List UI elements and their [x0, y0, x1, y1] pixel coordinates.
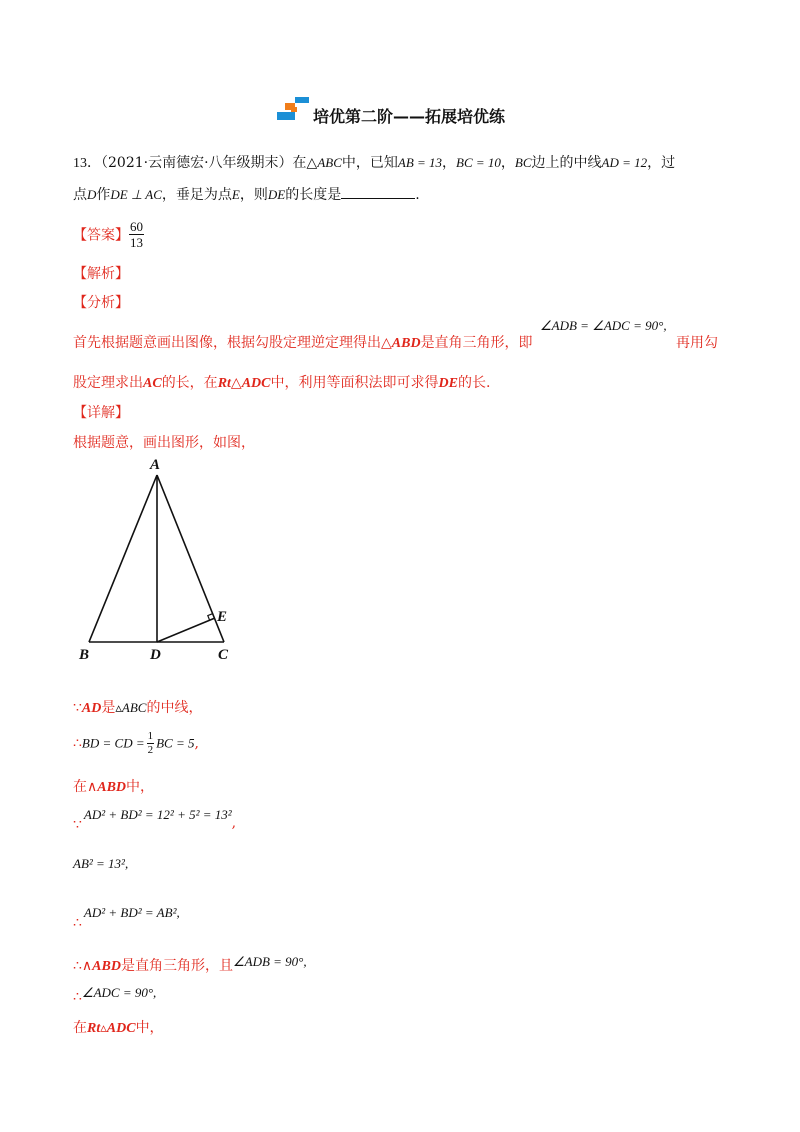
- fenxi-label: 【分析】: [73, 295, 129, 311]
- analysis-text: 的长.: [457, 375, 491, 391]
- q-text: 的长度是: [285, 187, 342, 203]
- math-ad: AD: [81, 701, 102, 716]
- math-angle-adc: ∠ADC = 90°,: [81, 985, 157, 1000]
- math-abc: ABC: [317, 155, 342, 170]
- answer-blank: [341, 186, 415, 199]
- therefore-symbol: ∴: [73, 958, 82, 974]
- detail-text: 的中线，: [146, 700, 203, 716]
- section-title: 培优第二阶——拓展培优练: [313, 107, 506, 126]
- segment-de: [157, 618, 215, 642]
- math-rt: Rt: [87, 1021, 101, 1036]
- analysis-text: 股定理求出: [73, 375, 143, 391]
- q-text: 中，已知: [341, 155, 398, 171]
- detail-text: 是直角三角形，且: [120, 958, 233, 974]
- step-3: [73, 776, 154, 796]
- detail-intro: 根据题意，画出图形，如图，: [73, 435, 255, 451]
- math-sum-equals: AD² + BD² = AB²,: [83, 905, 180, 920]
- step-8: [73, 985, 157, 1005]
- half-denominator: 2: [147, 744, 154, 756]
- label-c: C: [218, 647, 229, 663]
- step-7: [73, 955, 307, 975]
- analysis-text: 的长，在: [161, 375, 218, 391]
- step-5: AB² = 13²,: [73, 856, 129, 871]
- step-2: [73, 731, 199, 756]
- answer-label: 【答案】: [73, 227, 129, 244]
- q-text: .: [415, 187, 420, 203]
- triangle-symbol: ∧: [87, 779, 98, 795]
- math-e: E: [231, 187, 240, 202]
- detail-text: ,: [194, 735, 199, 752]
- answer-fraction: [129, 220, 144, 249]
- math-bd-cd: BD = CD =: [81, 735, 145, 751]
- question-line-2: [73, 184, 420, 204]
- math-ab-13: AB = 13: [397, 155, 443, 170]
- detail-text: 中，: [126, 779, 155, 795]
- math-rt: Rt: [217, 376, 231, 391]
- q-text: 边上的中线: [531, 155, 602, 171]
- detail-text: 是: [101, 700, 116, 716]
- analysis-line-1: [73, 332, 533, 352]
- math-abd: ABD: [92, 959, 121, 974]
- triangle-symbol: ∧: [81, 958, 93, 974]
- therefore-symbol: ∴: [73, 989, 82, 1005]
- triangle-symbol: ▵: [115, 701, 122, 716]
- triangle-symbol: △: [230, 375, 242, 391]
- detail-text: 中，: [135, 1020, 164, 1036]
- math-de-perp-ac: DE ⊥ AC: [110, 187, 162, 202]
- question-number: 13．: [73, 156, 101, 171]
- triangle-symbol: ▵: [100, 1021, 107, 1036]
- math-bc-5: BC = 5: [156, 735, 195, 751]
- math-adc: ADC: [106, 1021, 136, 1036]
- answer-row: [73, 220, 144, 249]
- question-line-1: [73, 152, 675, 172]
- step-4: [73, 807, 237, 833]
- because-symbol: ∵: [73, 817, 82, 833]
- math-de: DE: [267, 187, 286, 202]
- label-b: B: [79, 647, 90, 663]
- side-ac: [157, 475, 224, 642]
- analysis-line-2: [73, 372, 490, 392]
- xiangjie-label: 【详解】: [73, 405, 129, 421]
- jiexi-label: 【解析】: [73, 266, 129, 282]
- analysis-text: 是直角三角形，即: [420, 335, 533, 351]
- math-adc: ADC: [241, 376, 271, 391]
- q-text: ，: [500, 155, 515, 171]
- step-1: [73, 697, 202, 717]
- step-6: [73, 905, 180, 931]
- math-angle-adb: ∠ADB = 90°,: [232, 954, 307, 969]
- q-text: 在△: [292, 155, 318, 171]
- math-angles-90: ∠ADB = ∠ADC = 90°,: [540, 318, 667, 333]
- half-numerator: 1: [147, 730, 154, 742]
- math-bc-10: BC = 10: [456, 155, 501, 170]
- therefore-symbol: ∴: [73, 915, 82, 931]
- question-source: （2021·云南德宏·八年级期末）: [101, 155, 293, 171]
- q-text: ，过: [647, 155, 676, 171]
- math-bc: BC: [514, 155, 532, 170]
- analysis-text: 首先根据题意画出图像，根据勾股定理逆定理得出△: [73, 335, 392, 351]
- detail-text: 在: [73, 1020, 87, 1036]
- label-e: E: [217, 609, 228, 625]
- q-text: ，垂足为点: [161, 187, 232, 203]
- q-text: 作: [96, 187, 111, 203]
- label-d: D: [150, 647, 161, 663]
- math-ac: AC: [143, 376, 162, 391]
- math-abd: ABD: [97, 780, 127, 795]
- math-de: DE: [438, 376, 458, 391]
- step-9: [73, 1017, 164, 1037]
- detail-text: ,: [231, 815, 237, 831]
- because-symbol: ∵: [73, 700, 82, 716]
- math-abc: ABC: [121, 700, 147, 715]
- label-a: A: [150, 457, 161, 473]
- fraction-half: [147, 731, 155, 756]
- analysis-text-tail: 再用勾: [676, 335, 718, 351]
- q-text: ，则: [239, 187, 268, 203]
- answer-denominator: 13: [130, 235, 143, 250]
- q-text: ，: [442, 155, 457, 171]
- q-text: 点: [73, 187, 87, 203]
- therefore-symbol: ∴: [73, 735, 82, 752]
- stair-logo-icon: [277, 97, 309, 125]
- answer-numerator: 60: [130, 219, 143, 234]
- triangle-figure: [76, 455, 246, 665]
- math-pythagoras: AD² + BD² = 12² + 5² = 13²: [83, 807, 232, 822]
- detail-text: 在: [73, 779, 87, 795]
- math-abd: ABD: [391, 336, 421, 351]
- math-ad-12: AD = 12: [601, 155, 648, 170]
- analysis-text: 中，利用等面积法即可求得: [270, 375, 439, 391]
- side-ab: [89, 475, 157, 642]
- math-d: D: [87, 187, 97, 202]
